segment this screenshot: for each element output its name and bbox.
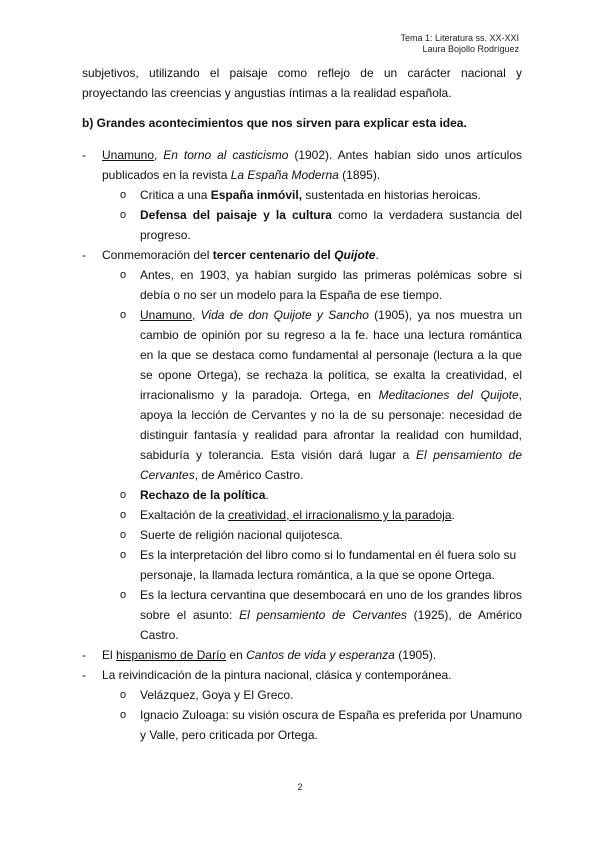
dash-marker: -	[82, 248, 86, 262]
sublist-item-text: Antes, en 1903, ya habían surgido las primeras polémicas sobre si debía o no ser un modelo para la España de ese tiempo.	[140, 268, 522, 302]
book-title: El pensamiento de Cervantes	[239, 608, 407, 622]
intro-paragraph: subjetivos, utilizando el paisaje como reflejo de un carácter nacional y proyectando las creencias y angustias íntimas a la realidad española.	[82, 66, 522, 100]
dash-marker: -	[82, 648, 86, 662]
text-fragment: (1902). Antes habían sido unos artículos publicados en la revista	[102, 148, 523, 182]
book-title: Quijote	[334, 248, 376, 262]
sublist-item-text	[140, 485, 522, 505]
text-fragment: sustentada en historias heroicas.	[302, 188, 481, 202]
author-link: Unamuno	[102, 148, 155, 162]
text-fragment: .	[375, 248, 379, 262]
text-fragment: El	[102, 648, 117, 662]
sublist-quijote	[120, 265, 522, 645]
text-fragment: en	[226, 648, 247, 662]
dash-marker: -	[82, 148, 86, 162]
bullet-marker: o	[120, 189, 127, 201]
text-fragment: como la verdadera sustancia del progreso.	[140, 208, 522, 242]
text-fragment: (1895).	[338, 168, 381, 182]
list-item-text	[102, 245, 522, 265]
sublist-item-text: Ignacio Zuloaga: su visión oscura de España es preferida por Unamuno y Valle, pero criticada por Ortega.	[140, 708, 522, 742]
book-title: Cantos de vida y esperanza	[246, 648, 395, 662]
sublist-item-text	[140, 185, 522, 205]
list-item-text	[102, 145, 522, 185]
bullet-marker: o	[120, 489, 127, 501]
sublist-item	[120, 265, 522, 305]
list-item-dario	[82, 645, 522, 665]
underlined-text: hispanismo de Darío	[116, 648, 227, 662]
text-fragment: , de Américo Castro.	[194, 468, 304, 482]
magazine-title: La España Moderna	[230, 168, 339, 182]
header-course-title: Tema 1: Literatura ss. XX-XXI	[400, 33, 519, 43]
list-item-text	[102, 645, 522, 665]
bullet-marker: o	[120, 709, 127, 721]
text-fragment: Es la lectura cervantina que desembocará en uno de los grandes libros sobre el asunto:	[140, 588, 522, 622]
sublist-item-text: Velázquez, Goya y El Greco.	[140, 688, 294, 702]
bullet-marker: o	[120, 529, 127, 541]
body-text	[82, 63, 522, 745]
bold-text: Defensa del paisaje y la cultura	[140, 208, 332, 222]
bold-text: España inmóvil,	[210, 188, 303, 202]
text-fragment: Critica a una	[140, 188, 211, 202]
bold-text: Rechazo de la política	[140, 488, 266, 502]
book-title: Meditaciones del Quijote	[378, 388, 519, 402]
book-title: En torno al casticismo	[163, 148, 289, 162]
sublist-item-text	[140, 305, 522, 485]
dash-marker: -	[82, 668, 86, 682]
sublist-item	[120, 525, 522, 545]
sublist-item	[120, 305, 522, 485]
book-title: Vida de don Quijote y Sancho	[200, 308, 369, 322]
sublist-item	[120, 685, 522, 705]
sublist-item	[120, 545, 522, 585]
page-number: 2	[297, 782, 303, 792]
text-fragment: (1905), ya nos muestra un cambio de opinión por su regreso a la fe. hace una lectura romántica en la que se destaca como fundamental al personaje (lectura a la que se opone Ortega), se rechaza la política, se exalta la creatividad, el irracionalismo y la paradoja. Ortega, en	[140, 308, 522, 402]
sublist-item	[120, 485, 522, 505]
list-item-painting	[82, 665, 522, 685]
bullet-marker: o	[120, 269, 127, 281]
sublist-item	[120, 585, 522, 645]
sublist-item	[120, 505, 522, 525]
sublist-painting	[120, 685, 522, 745]
underlined-text: creatividad, el irracionalismo y la paradoja	[228, 508, 452, 522]
bullet-marker: o	[120, 309, 127, 321]
sublist-item-text	[140, 205, 522, 245]
sublist-item-text: Es la interpretación del libro como si lo fundamental en él fuera solo su personaje, la llamada lectura romántica, a la que se opone Ortega.	[140, 548, 517, 582]
bold-text: tercer centenario del	[212, 248, 335, 262]
bullet-marker: o	[120, 209, 127, 221]
bullet-marker: o	[120, 689, 127, 701]
sublist-item-text: Suerte de religión nacional quijotesca.	[140, 528, 343, 542]
text-fragment: Conmemoración del	[102, 248, 213, 262]
text-fragment: ,	[154, 148, 164, 162]
sublist-item	[120, 705, 522, 745]
sublist-item-text	[140, 505, 522, 525]
text-fragment: ,	[192, 308, 201, 322]
text-fragment: , apoya la lección de Cervantes y no la de su personaje: necesidad de distinguir fantasía y realidad para afrontar la realidad con humildad, sabiduría y tolerancia. Esta visión dará lugar a	[140, 388, 522, 462]
header-author: Laura Bojollo Rodríguez	[422, 44, 519, 54]
sublist-item	[120, 205, 522, 245]
text-fragment: .	[265, 488, 269, 502]
sublist-item	[120, 185, 522, 205]
list-item-quijote-centenary	[82, 245, 522, 265]
text-fragment: .	[451, 508, 455, 522]
text-fragment: (1905).	[394, 648, 437, 662]
book-title: El pensamiento de Cervantes	[140, 448, 522, 482]
page-header	[400, 33, 519, 55]
list-item-unamuno-casticismo	[82, 145, 522, 185]
sublist-unamuno	[120, 185, 522, 245]
text-fragment: (1925), de Américo Castro.	[140, 608, 522, 642]
sublist-item-text	[140, 585, 522, 645]
section-heading: b) Grandes acontecimientos que nos sirven para explicar esta idea.	[82, 116, 467, 130]
bullet-marker: o	[120, 589, 127, 601]
bullet-marker: o	[120, 549, 127, 561]
author-link: Unamuno	[140, 308, 193, 322]
bullet-marker: o	[120, 509, 127, 521]
list-item-text: La reivindicación de la pintura nacional, clásica y contemporánea.	[102, 668, 452, 682]
text-fragment: Exaltación de la	[140, 508, 229, 522]
